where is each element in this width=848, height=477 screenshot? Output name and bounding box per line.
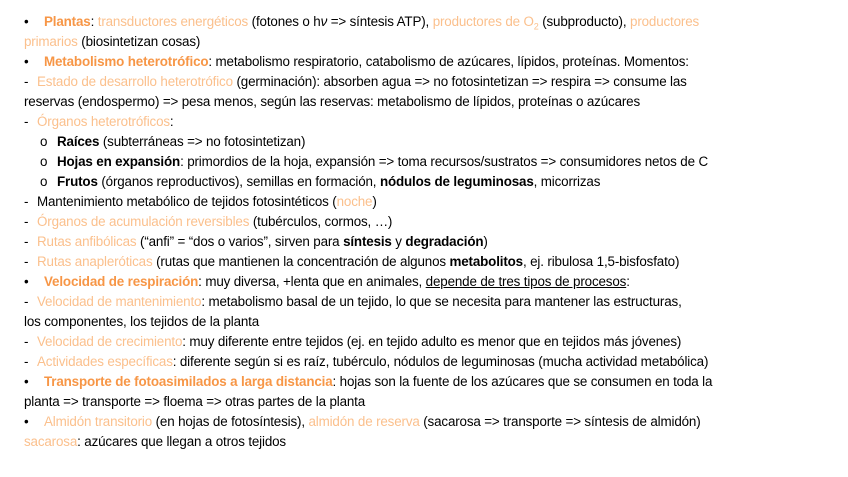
- term-plantas: Plantas: [44, 14, 91, 29]
- line-actividades: - Actividades específicas: diferente según si es raíz, tubérculo, nódulos de leguminosas (mucha actividad metabólica): [24, 352, 834, 372]
- line-velocidad-crecimiento: - Velocidad de crecimiento: muy diferente entre tejidos (ej. en tejido adulto es menor que en tejidos más jóvenes): [24, 332, 834, 352]
- line-organos-heterotroficos: - Órganos heterotróficos:: [24, 112, 834, 132]
- term-hojas: Hojas en expansión: [57, 154, 181, 169]
- dash-marker: -: [24, 234, 29, 249]
- bullet-marker: •: [24, 54, 29, 69]
- line-sacarosa: sacarosa: azúcares que llegan a otros tejidos: [24, 434, 286, 449]
- term-productores-primarios-a: productores: [630, 14, 700, 29]
- term-degradacion: degradación: [405, 234, 484, 249]
- line-velocidad-respiracion: • Velocidad de respiración: muy diversa, +lenta que en animales, depende de tres tipos de procesos:: [24, 272, 834, 292]
- line-metabolismo: • Metabolismo heterotrófico: metabolismo respiratorio, catabolismo de azúcares, lípidos, proteínas. Momentos:: [24, 52, 834, 72]
- term-productores-o2: productores de $O_2$: [432, 14, 539, 32]
- term-estado-desarrollo: Estado de desarrollo heterotrófico: [37, 74, 233, 89]
- term-nodulos: nódulos de leguminosas: [379, 174, 534, 189]
- line-floema: planta => transporte => floema => otras partes de la planta: [24, 394, 366, 409]
- term-metabolitos: metabolitos: [449, 254, 523, 269]
- dash-marker: -: [24, 294, 29, 309]
- line-hojas: o Hojas en expansión: primordios de la hoja, expansión => toma recursos/sustratos => consumidores netos de C: [40, 152, 834, 172]
- line-frutos: o Frutos (órganos reproductivos), semillas en formación, nódulos de leguminosas, micorrizas: [40, 172, 834, 192]
- term-sacarosa: sacarosa: [24, 434, 78, 449]
- line-plantas: • Plantas: transductores energéticos (fotones o hν => síntesis ATP), productores de $O_2$ (subproducto), productores: [24, 14, 700, 32]
- term-velocidad-mantenimiento: Velocidad de mantenimiento: [37, 294, 202, 309]
- dash-marker: -: [24, 354, 29, 369]
- dash-marker: -: [24, 194, 29, 209]
- bullet-marker: •: [24, 414, 29, 429]
- term-sintesis: síntesis: [343, 234, 392, 249]
- dash-marker: -: [24, 74, 29, 89]
- line-almidon: • Almidón transitorio (en hojas de fotosíntesis), almidón de reserva (sacarosa => transporte => síntesis de almidón): [24, 412, 834, 432]
- line-mantenimiento: - Mantenimiento metabólico de tejidos fotosintéticos (noche): [24, 192, 834, 212]
- term-velocidad-respiracion: Velocidad de respiración: [44, 274, 199, 289]
- line-estado-desarrollo: - Estado de desarrollo heterotrófico (germinación): absorben agua => no fotosintetizan => respira => consume las: [24, 72, 834, 92]
- term-productores-primarios-b: primarios: [24, 34, 78, 49]
- term-rutas-anfibolicas: Rutas anfibólicas: [37, 234, 137, 249]
- line-componentes: los componentes, los tejidos de la planta: [24, 314, 260, 329]
- bullet-marker: •: [24, 274, 29, 289]
- line-rutas-anapleroticas: - Rutas anapleróticas (rutas que mantienen la concentración de algunos metabolitos, ej. ribulosa 1,5-bisfosfato): [24, 252, 834, 272]
- nu-symbol: ν: [320, 14, 328, 29]
- circle-marker: o: [40, 174, 48, 189]
- dash-marker: -: [24, 214, 29, 229]
- line-velocidad-mantenimiento: - Velocidad de mantenimiento: metabolismo basal de un tejido, lo que se necesita para mantener las estructuras,: [24, 292, 834, 312]
- term-almidon-reserva: almidón de reserva: [308, 414, 420, 429]
- dash-marker: -: [24, 254, 29, 269]
- term-organos-heterotroficos: Órganos heterotróficos: [37, 114, 170, 129]
- line-reservas: reservas (endospermo) => pesa menos, según las reservas: metabolismo de lípidos, proteínas o azúcares: [24, 94, 641, 109]
- circle-marker: o: [40, 134, 48, 149]
- term-transporte: Transporte de fotoasimilados a larga distancia: [44, 374, 333, 389]
- line-primarios: primarios (biosintetizan cosas): [24, 34, 201, 49]
- dash-marker: -: [24, 334, 29, 349]
- term-almidon-transitorio: Almidón transitorio: [44, 414, 153, 429]
- term-raices: Raíces: [57, 134, 100, 149]
- line-transporte: • Transporte de fotoasimilados a larga distancia: hojas son la fuente de los azúcares que se consumen en toda la: [24, 372, 834, 392]
- dash-marker: -: [24, 114, 29, 129]
- circle-marker: o: [40, 154, 48, 169]
- line-rutas-anfibolicas: - Rutas anfibólicas (“anfi” = “dos o varios”, sirven para síntesis y degradación): [24, 232, 834, 252]
- bullet-marker: •: [24, 374, 29, 389]
- line-raices: o Raíces (subterráneas => no fotosintetizan): [40, 132, 834, 152]
- term-noche: noche: [336, 194, 373, 209]
- term-transductores: transductores energéticos: [97, 14, 249, 29]
- term-velocidad-crecimiento: Velocidad de crecimiento: [37, 334, 183, 349]
- term-rutas-anapleroticas: Rutas anapleróticas: [37, 254, 153, 269]
- bullet-marker: •: [24, 14, 29, 29]
- line-organos-acumulacion: - Órganos de acumulación reversibles (tubérculos, cormos, …): [24, 212, 834, 232]
- term-organos-acumulacion: Órganos de acumulación reversibles: [37, 214, 250, 229]
- underlined-phrase: depende de tres tipos de procesos: [425, 274, 627, 289]
- term-frutos: Frutos: [57, 174, 98, 189]
- term-metabolismo-heterotrofico: Metabolismo heterotrófico: [44, 54, 209, 69]
- term-actividades-especificas: Actividades específicas: [37, 354, 173, 369]
